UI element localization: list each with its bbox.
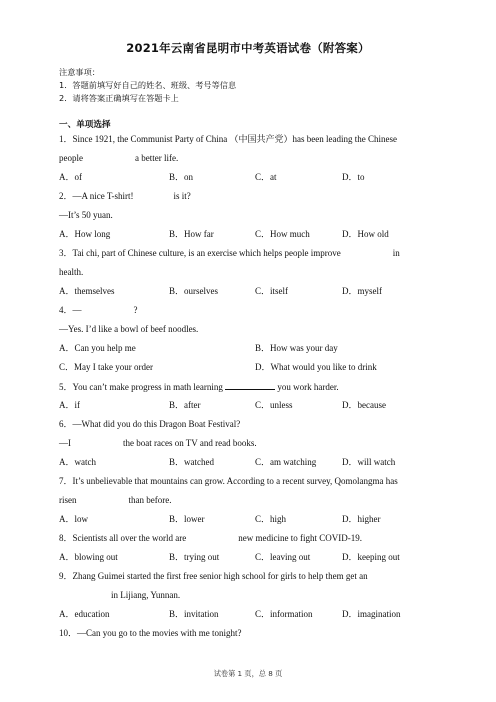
- note-item: 2．请将答案正确填写在答题卡上: [59, 93, 179, 103]
- question-8-line: [59, 533, 362, 544]
- option-a[interactable]: A．watch: [59, 457, 96, 467]
- question-4-line: [59, 305, 138, 316]
- question-text: ?: [133, 305, 138, 315]
- question-9-options: [59, 609, 439, 620]
- question-5-line: [59, 381, 339, 393]
- note-item: 1．答题前填写好自己的姓名、班级、考号等信息: [59, 80, 237, 90]
- option-d[interactable]: D．to: [342, 172, 365, 182]
- question-text: in: [392, 248, 400, 258]
- question-7-options: [59, 514, 439, 525]
- option-c[interactable]: C．information: [255, 609, 313, 619]
- option-d[interactable]: D．because: [342, 400, 386, 410]
- question-text: —I: [59, 438, 71, 448]
- notes-heading: 注意事项：: [59, 67, 100, 77]
- option-a[interactable]: A．of: [59, 172, 82, 182]
- question-text: is it?: [173, 191, 191, 201]
- option-b[interactable]: B．lower: [169, 514, 205, 524]
- question-9-line: [59, 590, 180, 601]
- question-3-line: health.: [59, 267, 84, 277]
- option-d[interactable]: D．higher: [342, 514, 381, 524]
- option-c[interactable]: C．at: [255, 172, 277, 182]
- question-text: 4．—: [59, 305, 82, 315]
- option-b[interactable]: B．How far: [169, 229, 214, 239]
- question-9-line: 9．Zhang Guimei started the first free senior high school for girls to help them get an: [59, 571, 368, 581]
- question-2-line: —It’s 50 yuan.: [59, 210, 113, 220]
- exam-title: 2021年云南省昆明市中考英语试卷（附答案）: [126, 41, 370, 55]
- option-d[interactable]: D．keeping out: [342, 552, 400, 562]
- question-4-options: [59, 362, 439, 373]
- question-3-options: [59, 286, 439, 297]
- section-heading: 一、单项选择: [59, 120, 111, 130]
- option-a[interactable]: A．if: [59, 400, 80, 410]
- question-1-line: [59, 153, 178, 164]
- option-b[interactable]: B．watched: [169, 457, 214, 467]
- question-7-line: [59, 495, 171, 506]
- option-d[interactable]: D．imagination: [342, 609, 401, 619]
- question-text: 2．—A nice T-shirt!: [59, 191, 134, 201]
- question-text: a better life.: [135, 153, 179, 163]
- option-b[interactable]: B．on: [169, 172, 194, 182]
- option-c[interactable]: C．May I take your order: [59, 362, 153, 372]
- option-d[interactable]: D．myself: [342, 286, 382, 296]
- option-c[interactable]: C．itself: [255, 286, 288, 296]
- option-a[interactable]: A．themselves: [59, 286, 115, 296]
- option-a[interactable]: A．Can you help me: [59, 343, 136, 353]
- question-6-line: [59, 438, 257, 449]
- option-a[interactable]: A．education: [59, 609, 110, 619]
- option-b[interactable]: B．invitation: [169, 609, 219, 619]
- question-text: in Lijiang, Yunnan.: [111, 590, 181, 600]
- option-a[interactable]: A．low: [59, 514, 88, 524]
- option-c[interactable]: C．high: [255, 514, 287, 524]
- question-text: than before.: [128, 495, 172, 505]
- question-6-line: 6．—What did you do this Dragon Boat Festival?: [59, 419, 241, 429]
- question-2-line: [59, 191, 191, 202]
- question-text: 3．Tai chi, part of Chinese culture, is an exercise which helps people improve: [59, 248, 341, 258]
- option-b[interactable]: B．How was your day: [255, 343, 338, 353]
- question-6-options: [59, 457, 439, 468]
- option-d[interactable]: D．How old: [342, 229, 389, 239]
- question-text: risen: [59, 495, 77, 505]
- question-4-options: [59, 343, 439, 354]
- question-7-line: 7．It’s unbelievable that mountains can grow. According to a recent survey, Qomolangma has: [59, 476, 398, 486]
- question-8-options: [59, 552, 439, 563]
- option-c[interactable]: C．am watching: [255, 457, 317, 467]
- option-c[interactable]: C．unless: [255, 400, 293, 410]
- option-d[interactable]: D．What would you like to drink: [255, 362, 377, 372]
- option-a[interactable]: A．blowing out: [59, 552, 118, 562]
- page-footer: 试卷第 1 页，总 8 页: [213, 669, 283, 678]
- option-a[interactable]: A．How long: [59, 229, 111, 239]
- question-text: new medicine to fight COVID-19.: [238, 533, 362, 543]
- question-text: 8．Scientists all over the world are: [59, 533, 187, 543]
- question-text: you work harder.: [277, 382, 339, 392]
- option-c[interactable]: C．leaving out: [255, 552, 311, 562]
- option-d[interactable]: D．will watch: [342, 457, 396, 467]
- answer-blank: [225, 381, 275, 390]
- question-text: 5．You can’t make progress in math learning: [59, 382, 223, 392]
- question-text: the boat races on TV and read books.: [123, 438, 257, 448]
- option-c[interactable]: C．How much: [255, 229, 310, 239]
- question-1-options: [59, 172, 439, 183]
- question-text: people: [59, 153, 83, 163]
- question-5-options: [59, 400, 439, 411]
- question-1-line: 1．Since 1921, the Communist Party of China （中国共产党）has been leading the Chinese: [59, 134, 397, 144]
- option-b[interactable]: B．trying out: [169, 552, 220, 562]
- option-b[interactable]: B．after: [169, 400, 201, 410]
- option-b[interactable]: B．ourselves: [169, 286, 218, 296]
- question-3-line: [59, 248, 400, 259]
- question-2-options: [59, 229, 439, 240]
- question-10-line: 10．—Can you go to the movies with me tonight?: [59, 628, 242, 638]
- question-4-line: —Yes. I’d like a bowl of beef noodles.: [59, 324, 199, 334]
